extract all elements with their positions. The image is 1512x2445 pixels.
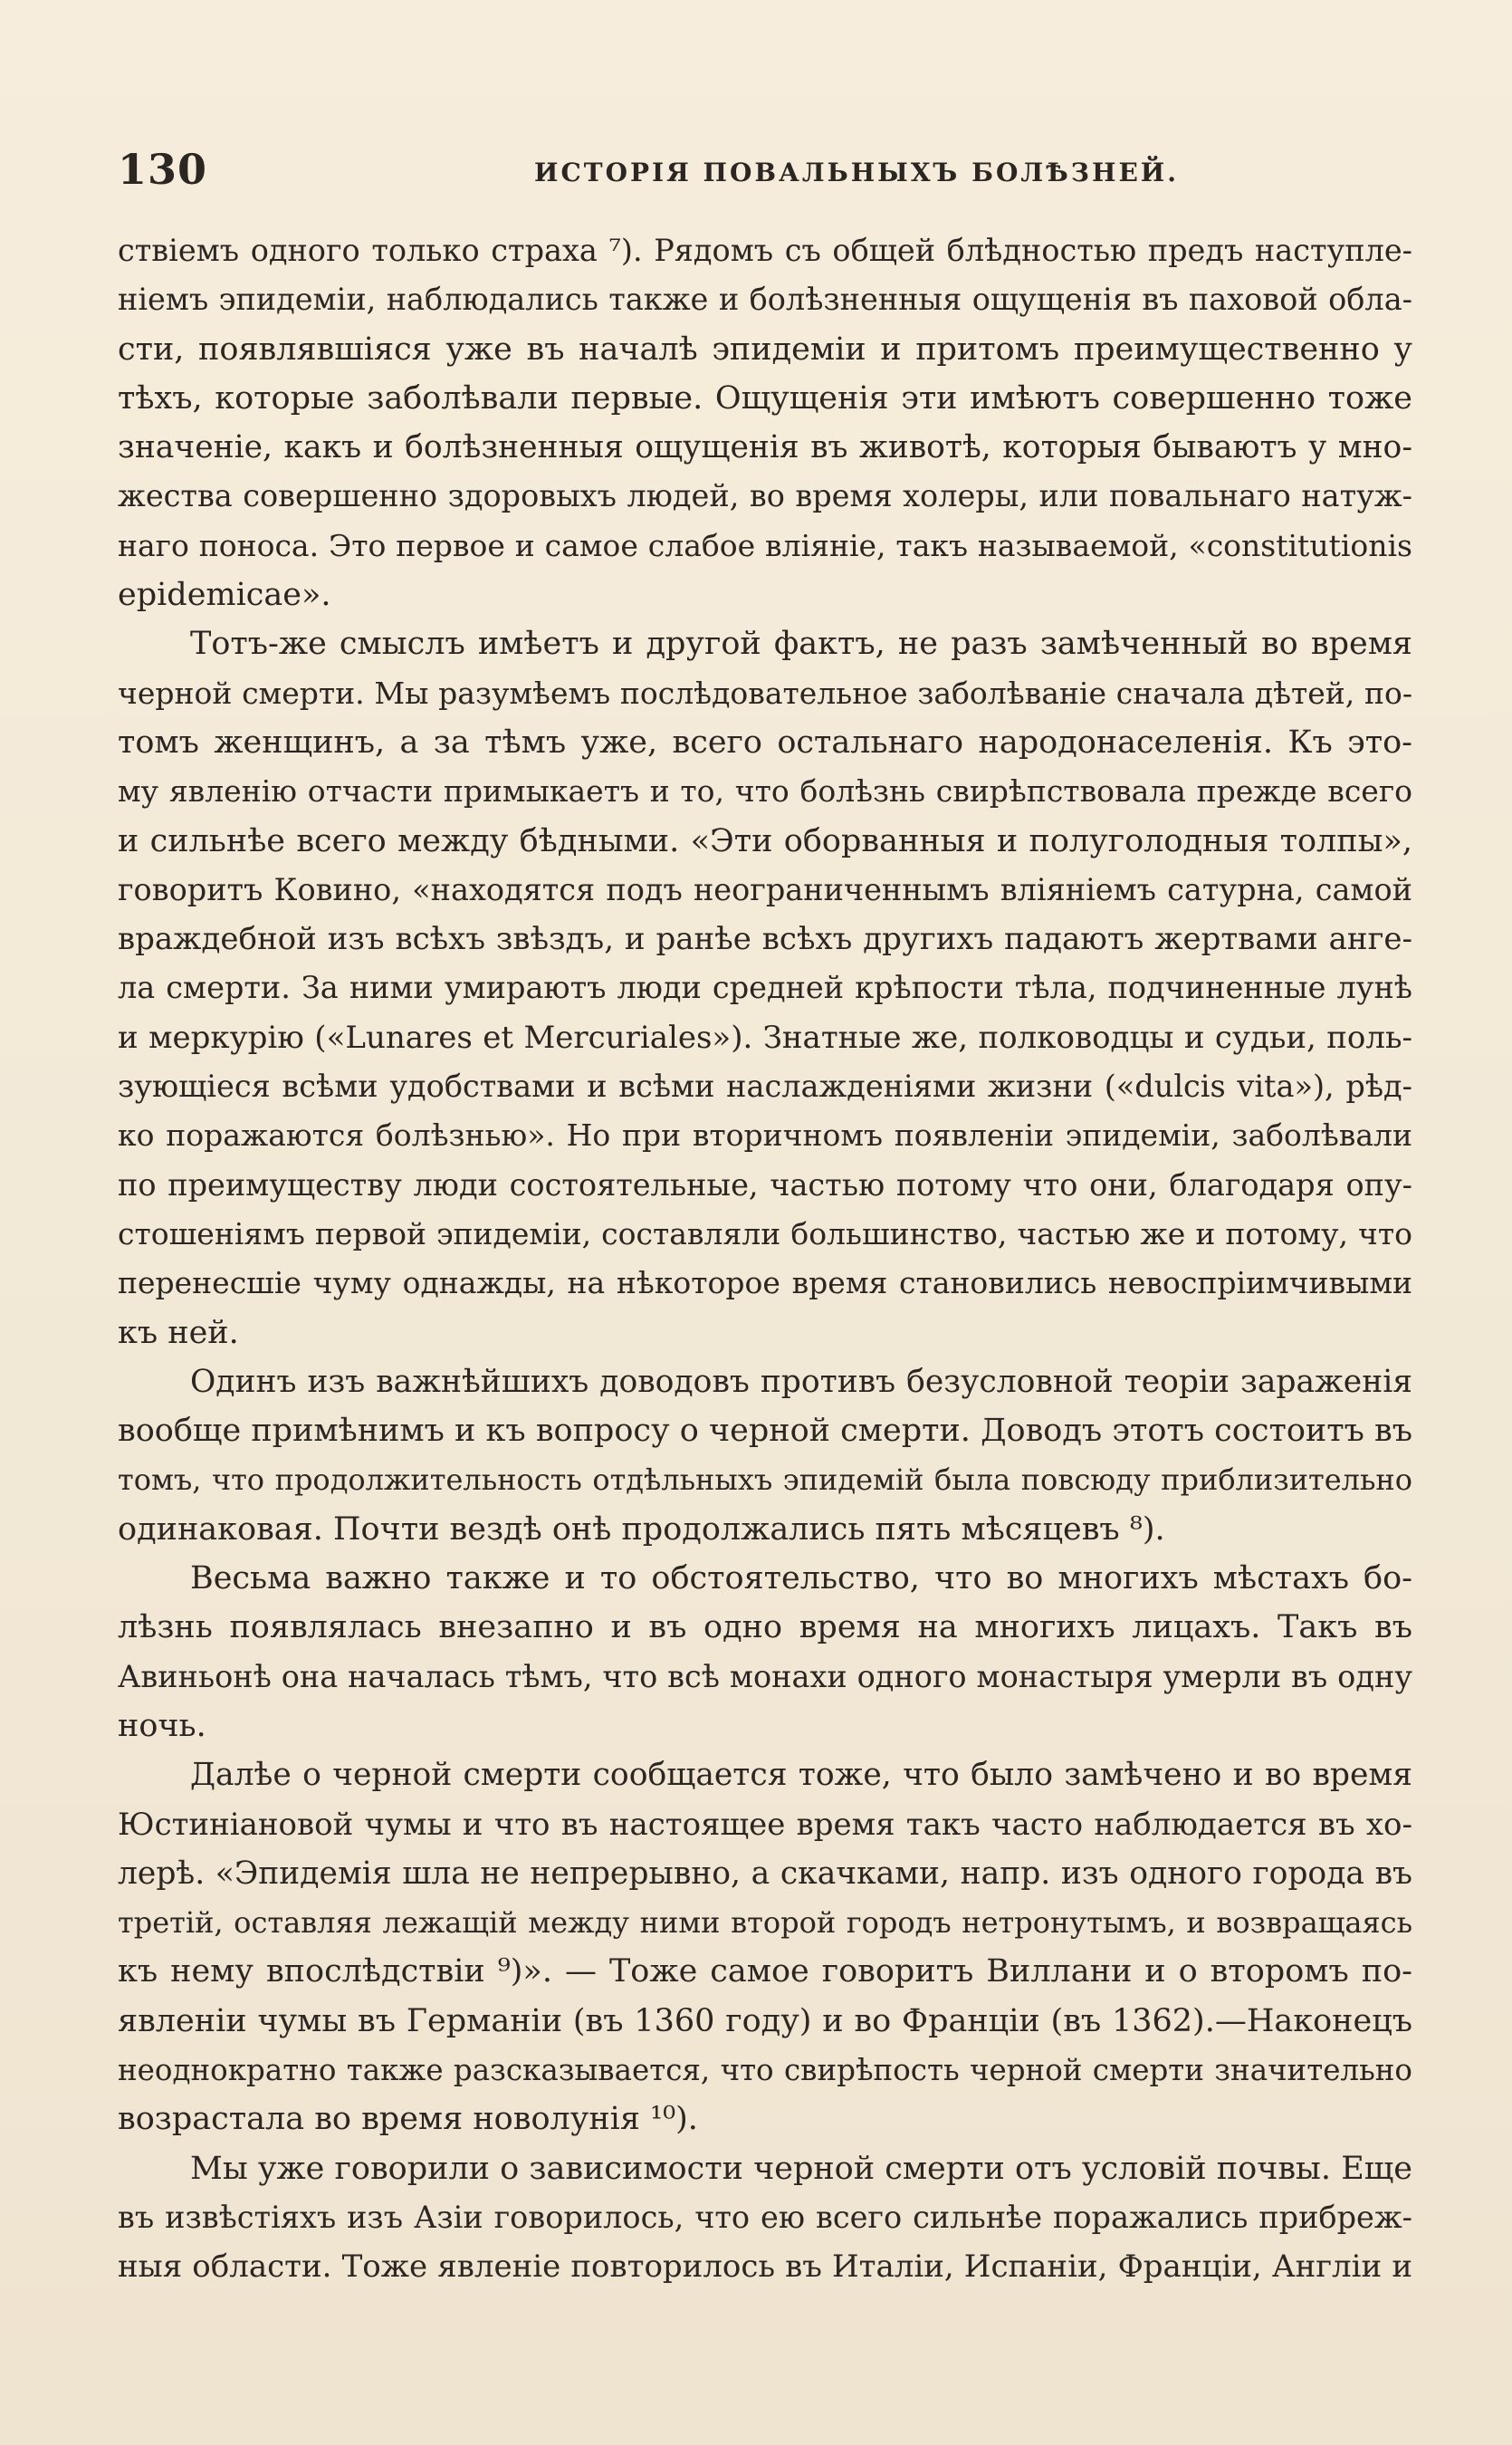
text-line: ночь. — [118, 1707, 206, 1744]
text-line: перенесшіе чуму однажды, на нѣкоторое время становились невоспріимчивыми — [118, 1265, 1412, 1301]
text-line: Тотъ-же смыслъ имѣетъ и другой фактъ, не разъ замѣченный во время — [190, 626, 1412, 663]
text-line: возрастала во время новолунія ¹⁰). — [118, 2101, 698, 2138]
text-line: и меркурію («Lunares et Mercuriales»). Знатные же, полководцы и судьи, поль- — [118, 1019, 1412, 1056]
text-line: лерѣ. «Эпидемія шла не непрерывно, а скачками, напр. изъ одного города въ — [118, 1855, 1412, 1892]
text-line: одинаковая. Почти вездѣ онѣ продолжались пять мѣсяцевъ ⁸). — [118, 1510, 1165, 1548]
page-number: 130 — [118, 145, 208, 194]
text-line: третій, оставляя лежащій между ними второй городъ нетронутымъ, и возвращаясь — [118, 1905, 1412, 1941]
text-line: наго поноса. Это первое и самое слабое вліяніе, такъ называемой, «constitutionis — [118, 527, 1412, 563]
text-line: ла смерти. За ними умираютъ люди средней крѣпости тѣла, подчиненные лунѣ — [118, 970, 1412, 1006]
text-line: явленіи чумы въ Германіи (въ 1360 году) и во Франціи (въ 1362).—Наконецъ — [118, 2002, 1412, 2039]
text-line: томъ, что продолжительность отдѣльныхъ эпидемій была повсюду приблизительно — [118, 1462, 1412, 1498]
text-line: враждебной изъ всѣхъ звѣздъ, и ранѣе всѣхъ другихъ падаютъ жертвами анге- — [118, 921, 1412, 958]
page-header — [118, 145, 1412, 199]
text-line: Мы уже говорили о зависимости черной смерти отъ условій почвы. Еще — [190, 2150, 1412, 2187]
text-line: лѣзнь появлялась внезапно и въ одно время на многихъ лицахъ. Такъ въ — [118, 1609, 1412, 1646]
text-line: значеніе, какъ и болѣзненныя ощущенія въ животѣ, которыя бываютъ у мно- — [118, 429, 1412, 466]
text-line: ныя области. Тоже явленіе повторилось въ Италіи, Испаніи, Франціи, Англіи и — [118, 2248, 1412, 2286]
text-line: ко поражаются болѣзнью». Но при вторичномъ появленіи эпидеміи, заболѣвали — [118, 1117, 1412, 1154]
text-line: томъ женщинъ, а за тѣмъ уже, всего остальнаго народонаселенія. Къ это- — [118, 724, 1412, 761]
text-line: вообще примѣнимъ и къ вопросу о черной смерти. Доводъ этотъ состоитъ въ — [118, 1413, 1412, 1450]
text-line: Далѣе о черной смерти сообщается тоже, что было замѣчено и во время — [190, 1757, 1412, 1794]
text-line: по преимуществу люди состоятельные, частью потому что они, благодаря опу- — [118, 1166, 1412, 1203]
text-line: ніемъ эпидеміи, наблюдались также и болѣзненныя ощущенія въ паховой обла- — [118, 282, 1412, 318]
text-line: и сильнѣе всего между бѣдными. «Эти оборванныя и полуголодныя толпы», — [118, 822, 1412, 859]
text-line: epidemicae». — [118, 577, 331, 614]
body-text — [118, 226, 1412, 2291]
text-line: жества совершенно здоровыхъ людей, во время холеры, или повальнаго натуж- — [118, 478, 1412, 514]
text-line: Авиньонѣ она началась тѣмъ, что всѣ монахи одного монастыря умерли въ одну — [118, 1658, 1412, 1694]
text-line: Юстиніановой чумы и что въ настоящее время такъ часто наблюдается въ хо- — [118, 1806, 1412, 1843]
text-line: Весьма важно также и то обстоятельство, что во многихъ мѣстахъ бо- — [190, 1560, 1412, 1597]
text-line: неоднократно также разсказывается, что свирѣпость черной смерти значительно — [118, 2052, 1412, 2087]
text-line: ствіемъ одного только страха ⁷). Рядомъ съ общей блѣдностью предъ наступле- — [118, 233, 1412, 268]
text-line: черной смерти. Мы разумѣемъ послѣдовательное заболѣваніе сначала дѣтей, по- — [118, 675, 1412, 711]
text-line: стошеніямъ первой эпидеміи, составляли большинство, частью же и потому, что — [118, 1215, 1412, 1251]
text-line: въ извѣстіяхъ изъ Азіи говорилось, что ею всего сильнѣе поражались прибреж- — [118, 2199, 1412, 2235]
text-line: къ ней. — [118, 1314, 239, 1351]
text-line: му явленію отчасти примыкаетъ и то, что болѣзнь свирѣпствовала прежде всего — [118, 773, 1412, 810]
text-line: Одинъ изъ важнѣйшихъ доводовъ противъ безусловной теоріи зараженія — [190, 1363, 1412, 1400]
running-title: ИСТОРІЯ ПОВАЛЬНЫХЪ БОЛѢЗНЕЙ. — [534, 158, 1180, 187]
text-line: сти, появлявшіяся уже въ началѣ эпидеміи и притомъ преимущественно у — [118, 331, 1412, 368]
text-line: къ нему впослѣдствіи ⁹)». — Тоже самое говоритъ Виллани и о второмъ по- — [118, 1953, 1412, 1990]
text-line: тѣхъ, которые заболѣвали первые. Ощущенія эти имѣютъ совершенно тоже — [118, 379, 1412, 417]
text-line: зующіеся всѣми удобствами и всѣми наслажденіями жизни («dulcis vita»), рѣд- — [118, 1069, 1412, 1105]
text-line: говоритъ Ковино, «находятся подъ неограниченнымъ вліяніемъ сатурна, самой — [118, 871, 1412, 907]
